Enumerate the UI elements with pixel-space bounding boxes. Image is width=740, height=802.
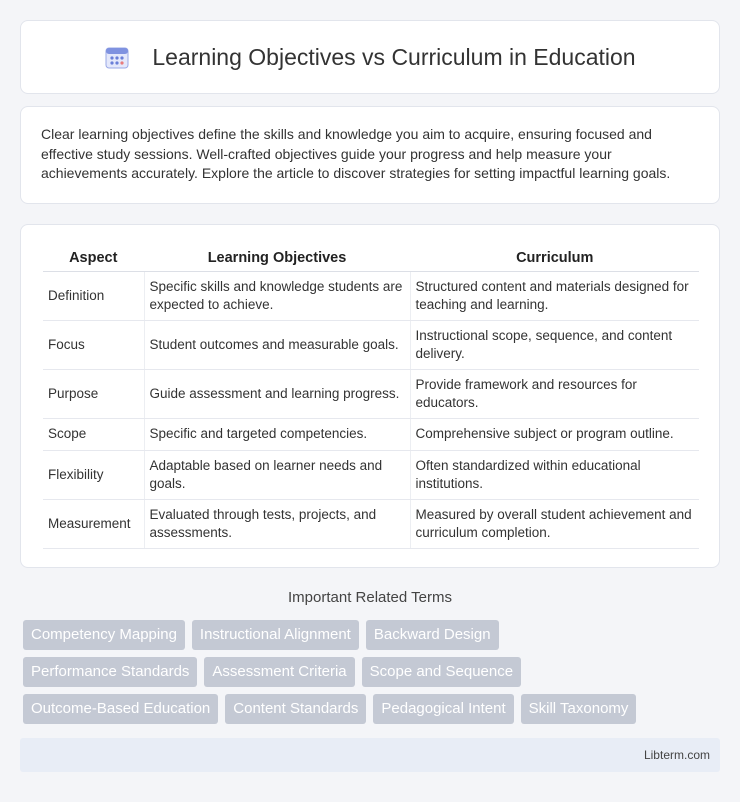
footer-bar bbox=[20, 738, 720, 772]
cell-curriculum: Often standardized within educational institutions. bbox=[410, 450, 699, 499]
tag-outcome-based-education[interactable]: Outcome-Based Education bbox=[23, 694, 218, 724]
tag-row bbox=[23, 657, 723, 687]
cell-curriculum: Structured content and materials designed for teaching and learning. bbox=[410, 271, 699, 320]
cell-aspect: Flexibility bbox=[43, 450, 144, 499]
cell-aspect: Purpose bbox=[43, 369, 144, 418]
cell-aspect: Scope bbox=[43, 418, 144, 450]
comparison-table-card bbox=[20, 224, 720, 568]
header-card bbox=[20, 20, 720, 94]
cell-curriculum: Measured by overall student achievement and curriculum completion. bbox=[410, 499, 699, 548]
cell-learning-objectives: Specific and targeted competencies. bbox=[144, 418, 410, 450]
cell-learning-objectives: Evaluated through tests, projects, and assessments. bbox=[144, 499, 410, 548]
cell-curriculum: Comprehensive subject or program outline. bbox=[410, 418, 699, 450]
table-row bbox=[43, 450, 699, 499]
cell-learning-objectives: Guide assessment and learning progress. bbox=[144, 369, 410, 418]
comparison-table bbox=[43, 245, 699, 549]
table-header-row bbox=[43, 245, 699, 271]
tag-performance-standards[interactable]: Performance Standards bbox=[23, 657, 197, 687]
tag-competency-mapping[interactable]: Competency Mapping bbox=[23, 620, 185, 650]
header-learning-objectives: Learning Objectives bbox=[144, 245, 410, 271]
cell-learning-objectives: Adaptable based on learner needs and goals. bbox=[144, 450, 410, 499]
intro-paragraph: Clear learning objectives define the skills and knowledge you aim to acquire, ensuring focused and effective study sessions. Well-crafted objectives guide your progress and help measure your achievements accurately. Explore the article to discover strategies for setting impactful learning goals. bbox=[41, 126, 671, 181]
tag-row bbox=[23, 620, 723, 650]
cell-aspect: Measurement bbox=[43, 499, 144, 548]
footer-brand-link[interactable]: Libterm.com bbox=[643, 748, 710, 762]
table-row bbox=[43, 271, 699, 320]
tag-row bbox=[23, 694, 723, 724]
calendar-grid-icon bbox=[104, 44, 130, 70]
cell-learning-objectives: Student outcomes and measurable goals. bbox=[144, 320, 410, 369]
cell-learning-objectives: Specific skills and knowledge students are expected to achieve. bbox=[144, 271, 410, 320]
tag-backward-design[interactable]: Backward Design bbox=[366, 620, 499, 650]
tag-pedagogical-intent[interactable]: Pedagogical Intent bbox=[373, 694, 513, 724]
tag-instructional-alignment[interactable]: Instructional Alignment bbox=[192, 620, 359, 650]
table-row bbox=[43, 499, 699, 548]
cell-curriculum: Instructional scope, sequence, and content delivery. bbox=[410, 320, 699, 369]
table-row bbox=[43, 418, 699, 450]
cell-aspect: Definition bbox=[43, 271, 144, 320]
cell-curriculum: Provide framework and resources for educators. bbox=[410, 369, 699, 418]
table-row bbox=[43, 369, 699, 418]
related-terms-tags bbox=[23, 620, 723, 731]
tag-skill-taxonomy[interactable]: Skill Taxonomy bbox=[521, 694, 637, 724]
table-row bbox=[43, 320, 699, 369]
related-terms-title: Important Related Terms bbox=[288, 589, 452, 606]
intro-card bbox=[20, 106, 720, 204]
tag-scope-and-sequence[interactable]: Scope and Sequence bbox=[362, 657, 521, 687]
cell-aspect: Focus bbox=[43, 320, 144, 369]
header-curriculum: Curriculum bbox=[410, 245, 699, 271]
tag-content-standards[interactable]: Content Standards bbox=[225, 694, 366, 724]
header-aspect: Aspect bbox=[43, 245, 144, 271]
page-title: Learning Objectives vs Curriculum in Education bbox=[152, 43, 636, 70]
tag-assessment-criteria[interactable]: Assessment Criteria bbox=[204, 657, 354, 687]
